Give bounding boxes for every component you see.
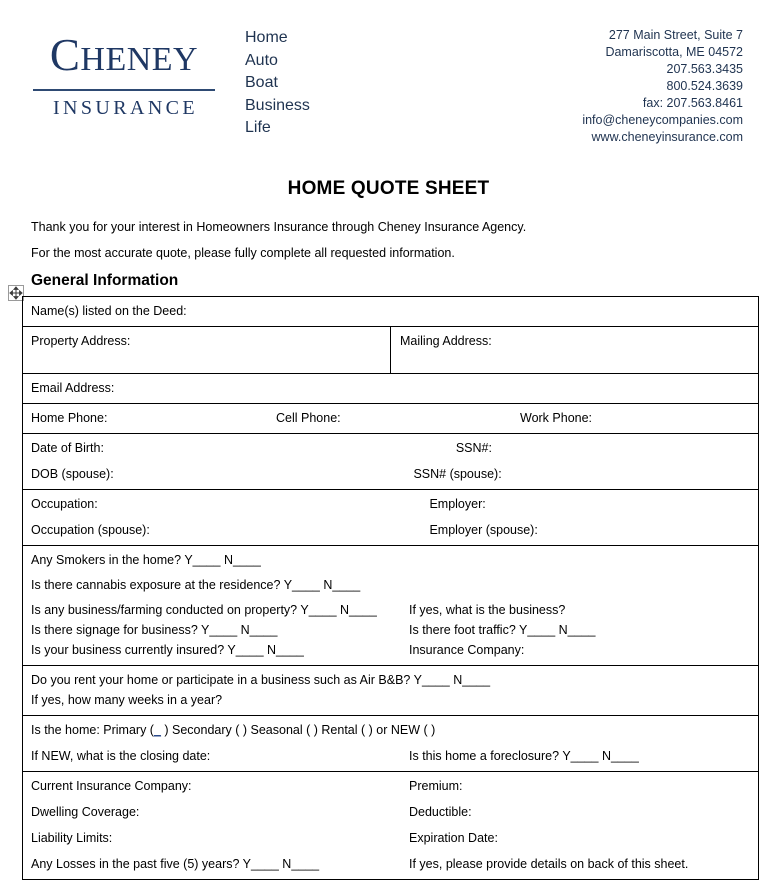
contact-website[interactable]: www.cheneyinsurance.com [591,130,743,144]
label-liability-limits: Liability Limits: [31,831,113,845]
label-ssn-spouse: SSN# (spouse): [413,467,502,481]
cell-mailing-address[interactable] [391,327,759,374]
question-signage-line [31,622,758,639]
label-home-phone: Home Phone: [31,411,108,425]
closing-foreclosure-line [31,748,758,765]
nav-item-life[interactable]: Life [245,119,271,136]
contact-phone-toll-free: 800.524.3639 [666,79,743,93]
nav-item-home[interactable]: Home [245,29,288,46]
policy-line-dwelling [31,804,758,821]
label-employer: Employer: [429,497,486,511]
page-title: HOME QUOTE SHEET [287,178,490,199]
label-mailing-address: Mailing Address: [400,334,492,348]
birth-line-primary [31,440,758,457]
letterhead [0,0,777,168]
label-deed-names: Name(s) listed on the Deed: [31,304,187,318]
label-occupation: Occupation: [31,497,98,511]
table-row-occupation-employer [23,490,759,546]
logo-wordmark-rest: HENEY [80,41,199,78]
birth-line-spouse [31,466,758,483]
nav-item-boat[interactable]: Boat [245,74,278,91]
cell-phones[interactable] [23,404,759,434]
label-dwelling-coverage: Dwelling Coverage: [31,805,140,819]
home-type-prefix: Is the home: Primary ( [31,723,154,737]
label-business-insurance-company: Insurance Company: [409,643,525,657]
label-date-of-birth: Date of Birth: [31,441,104,455]
question-business-insured-line [31,642,758,659]
question-foreclosure: Is this home a foreclosure? Y____ N____ [409,749,639,763]
contact-fax: fax: 207.563.8461 [642,96,743,110]
table-row-occupancy [23,716,759,772]
cell-property-address[interactable] [23,327,391,374]
question-past-losses: Any Losses in the past five (5) years? Y____ N____ [31,857,320,871]
home-type-primary-selection-cursor[interactable]: _ [153,723,161,737]
note-losses-details: If yes, please provide details on back of this sheet. [409,857,689,871]
logo-divider-rule [33,89,215,91]
label-premium: Premium: [409,779,463,793]
nav-item-business[interactable]: Business [245,96,310,114]
company-logo [24,30,224,119]
cell-deed-names[interactable] [23,297,759,327]
intro-paragraph-1: Thank you for your interest in Homeowners Insurance through Cheney Insurance Agency. [31,220,527,234]
label-employer-spouse: Employer (spouse): [429,523,538,537]
contact-phone-local: 207.563.3435 [666,62,743,76]
question-business-conducted: Is any business/farming conducted on property? Y____ N____ [31,603,377,617]
label-cell-phone: Cell Phone: [276,411,341,425]
question-foot-traffic: Is there foot traffic? Y____ N____ [409,623,596,637]
logo-wordmark [24,30,224,85]
cell-rental-airbnb[interactable] [23,666,759,716]
question-smokers: Any Smokers in the home? Y____ N____ [31,553,261,567]
cell-birth-ssn[interactable] [23,434,759,490]
label-deductible: Deductible: [409,805,472,819]
intro-paragraph-2: For the most accurate quote, please fully complete all requested information. [31,246,455,260]
question-business-what: If yes, what is the business? [409,603,566,617]
occupation-line-spouse [31,522,758,539]
label-occupation-spouse: Occupation (spouse): [31,523,150,537]
phone-line [31,410,758,427]
cell-email-address[interactable] [23,374,759,404]
label-ssn: SSN#: [455,441,492,455]
table-row-deed-names [23,297,759,327]
table-row-risk-questions [23,546,759,666]
question-business-conducted-line [31,602,758,619]
label-dob-spouse: DOB (spouse): [31,467,114,481]
policy-line-liability [31,830,758,847]
label-closing-date: If NEW, what is the closing date: [31,749,211,763]
general-information-table [22,296,759,880]
contact-block [582,27,743,146]
logo-subtitle: INSURANCE [52,97,199,119]
nav-item-auto[interactable]: Auto [245,51,278,69]
label-email-address: Email Address: [31,381,115,395]
label-expiration-date: Expiration Date: [409,831,498,845]
policy-line-company [31,778,758,795]
contact-street: 277 Main Street, Suite 7 [608,28,743,42]
contact-city-state-zip: Damariscotta, ME 04572 [605,45,743,59]
cell-current-policy[interactable] [23,772,759,880]
cell-risk-questions[interactable] [23,546,759,666]
label-work-phone: Work Phone: [520,411,593,425]
table-row-addresses [23,327,759,374]
table-row-birth-ssn [23,434,759,490]
cell-occupancy[interactable] [23,716,759,772]
table-row-email [23,374,759,404]
label-property-address: Property Address: [31,334,131,348]
label-current-insurance-company: Current Insurance Company: [31,779,192,793]
occupation-line-primary [31,496,758,513]
contact-email[interactable]: info@cheneycompanies.com [582,113,743,127]
question-signage: Is there signage for business? Y____ N____ [31,623,278,637]
table-row-phones [23,404,759,434]
question-cannabis: Is there cannabis exposure at the residence? Y____ N____ [31,578,361,592]
question-airbnb: Do you rent your home or participate in a business such as Air B&B? Y____ N____ [31,673,491,687]
logo-initial: C [49,30,81,80]
cell-occupation-employer[interactable] [23,490,759,546]
question-business-insured: Is your business currently insured? Y____ N____ [31,643,304,657]
table-row-current-policy [23,772,759,880]
services-nav-list [245,27,310,140]
section-heading-general-information: General Information [31,272,179,289]
question-weeks-per-year: If yes, how many weeks in a year? [31,693,223,707]
home-type-options: ) Secondary ( ) Seasonal ( ) Rental ( ) or NEW ( ) [160,723,436,737]
policy-line-losses [31,856,758,873]
question-home-type [31,722,758,739]
table-row-rental-airbnb [23,666,759,716]
